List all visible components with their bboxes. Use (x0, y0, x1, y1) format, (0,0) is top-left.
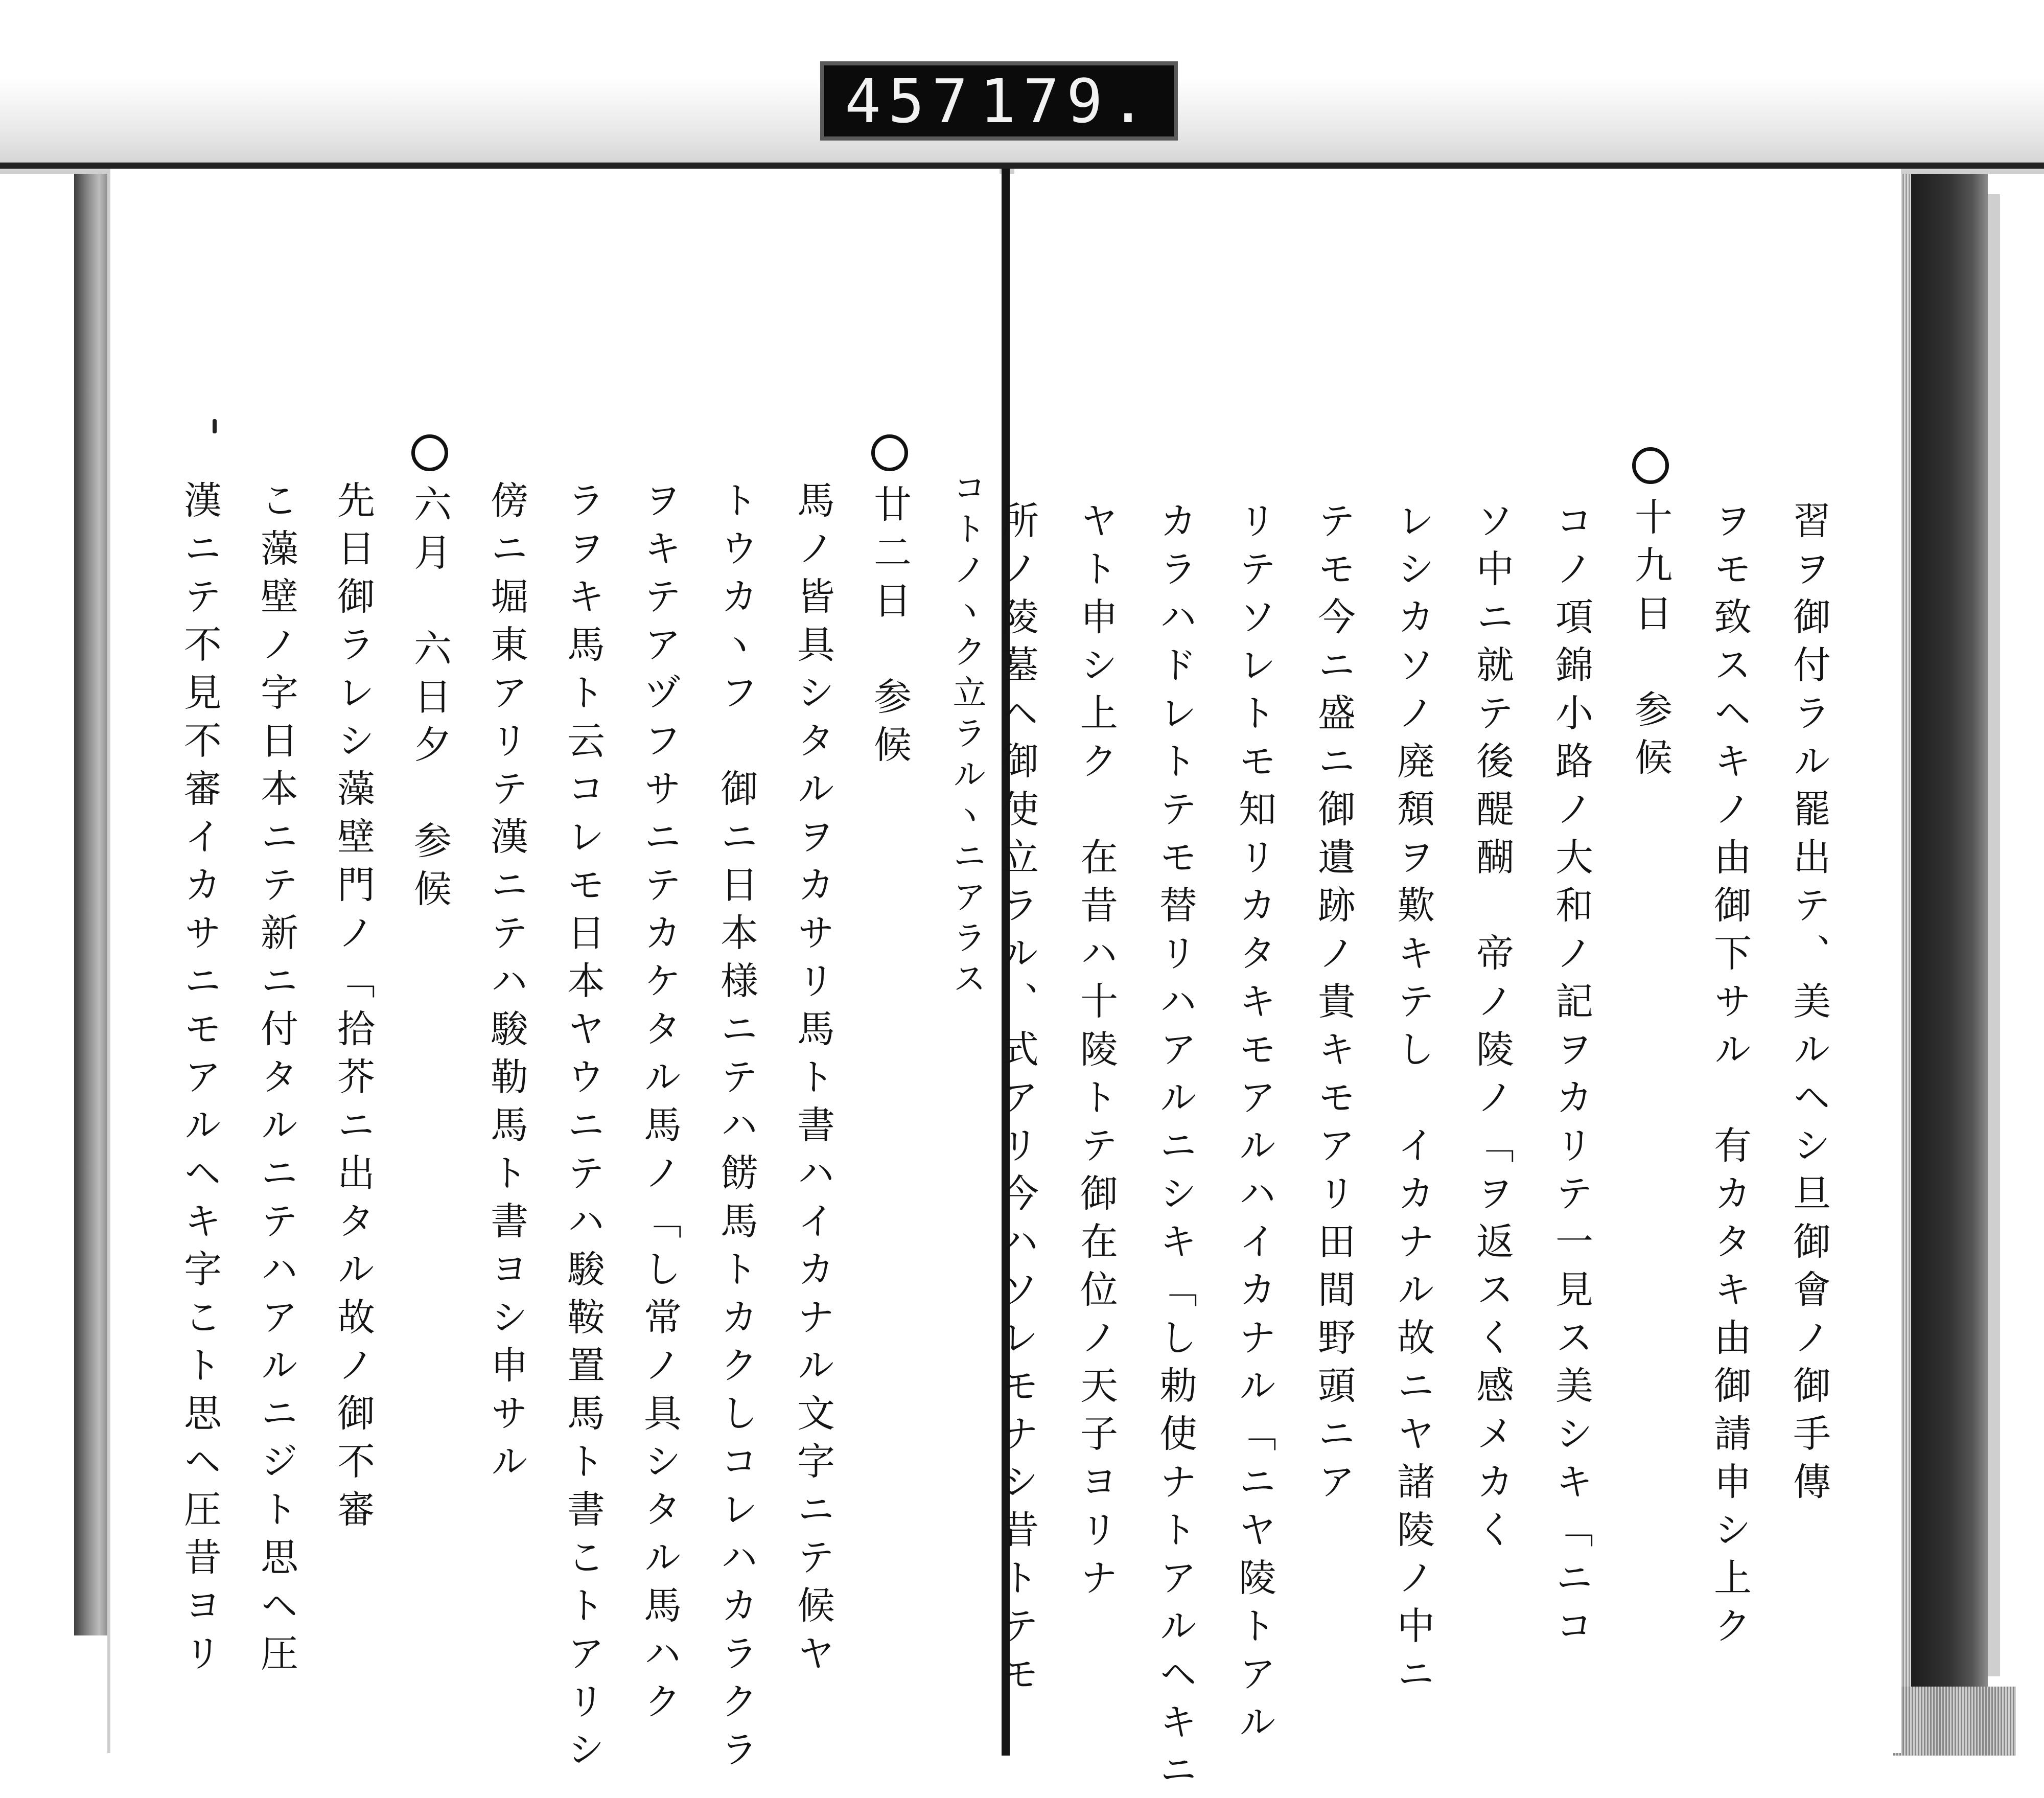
column-text: コトノヽク立ラルヽニアラス (947, 470, 986, 1002)
right-page (995, 169, 1901, 1798)
column-text: ヤト申シ上ク 在昔ハ十陵トテ御在位ノ天子ヨリナ (1074, 501, 1118, 1606)
text-column (708, 480, 764, 1778)
column-text: 漢ニテ不見不審イカサニモアルヘキ字こト思ヘ圧昔ヨリ (178, 480, 222, 1681)
right-outer-edge (1988, 194, 2000, 1676)
text-column (1385, 501, 1441, 1702)
column-text: ラヲキ馬ト云コレモ日本ヤウニテハ駿鞍置馬ト書こトアリシ (561, 480, 605, 1778)
column-text: 六月 六日夕 参候 (408, 485, 452, 917)
text-column (1147, 501, 1203, 1798)
circle-mark (411, 434, 448, 471)
right-cover-edge (1911, 174, 1988, 1707)
bottom-page-stack (1893, 1687, 2016, 1756)
text-column (632, 480, 688, 1730)
text-column (1781, 501, 1837, 1510)
text-column (1702, 501, 1758, 1654)
text-column (1306, 501, 1362, 1510)
text-column (862, 434, 918, 773)
column-text: 十九日 参候 (1629, 497, 1673, 786)
archive-number-label (820, 61, 1178, 141)
ink-mark (213, 419, 217, 433)
text-column (478, 480, 535, 1489)
column-text: ソ中ニ就テ後醍醐 帝ノ陵ノ「ヲ返スく感メカく (1470, 501, 1514, 1558)
page-number: 179. (979, 65, 1153, 136)
column-text: 傍ニ堀東アリテ漢ニテハ駿勒馬ト書ヨシ申サル (484, 480, 528, 1489)
text-column (1464, 501, 1520, 1558)
column-text: 習ヲ御付ラル罷出テ、美ルヘシ旦御會ノ御手傳 (1787, 501, 1831, 1510)
column-text: 馬ノ皆具シタルヲカサリ馬ト書ハイカナル文字ニテ候ヤ (791, 480, 835, 1681)
column-text: トウカヽフ 御ニ日本様ニテハ餝馬トカクしコレハカラクラ (714, 480, 758, 1778)
column-text: 所ノ陵墓ヘ御使立ラル、式アリ今ハソレモナシ昔トテモ (995, 501, 1039, 1702)
text-column (325, 480, 381, 1537)
column-text: 先日御ラレシ藻壁門ノ「拾芥ニ出タル故ノ御不審 (331, 480, 375, 1537)
text-column (785, 480, 841, 1681)
column-text: リテソレトモ知リカタキモアルハイカナル「ニヤ陵トアル (1233, 501, 1276, 1750)
column-text: こ藻壁ノ字日本ニテ新ニ付タルニテハアルニジト思ヘ圧 (254, 480, 298, 1681)
volume-number: 457 (845, 65, 975, 136)
column-text: カラハドレトテモ替リハアルニシキ「し勅使ナトアルヘキニ (1153, 501, 1197, 1798)
column-text: 廿二日 参候 (868, 485, 912, 773)
text-column (938, 470, 994, 1002)
text-column (402, 434, 458, 917)
text-column (172, 480, 228, 1681)
text-column (1226, 501, 1283, 1750)
scan-top-rule (0, 163, 2044, 169)
text-column (555, 480, 611, 1778)
column-text: ヲキテアヅフサニテカケタル馬ノ「し常ノ具シタル馬ハク (638, 480, 682, 1730)
text-column (1068, 501, 1124, 1606)
column-text: ヲモ致スヘキノ由御下サル 有カタキ由御請申シ上ク (1708, 501, 1752, 1654)
circle-mark (871, 434, 908, 471)
text-column (1543, 501, 1599, 1654)
left-page (107, 169, 1000, 1778)
circle-mark (1632, 447, 1669, 484)
column-text: レシカソノ廃頽ヲ歎キテし イカナル故ニヤ諸陵ノ中ニ (1391, 501, 1435, 1702)
text-column (248, 480, 305, 1681)
column-text: コノ項錦小路ノ大和ノ記ヲカリテ一見ス美シキ「ニコ (1549, 501, 1593, 1654)
column-text: テモ今ニ盛ニ御遺跡ノ貴キモアリ田間野頭ニア (1312, 501, 1356, 1510)
text-column (989, 501, 1045, 1702)
text-column (1622, 447, 1679, 786)
